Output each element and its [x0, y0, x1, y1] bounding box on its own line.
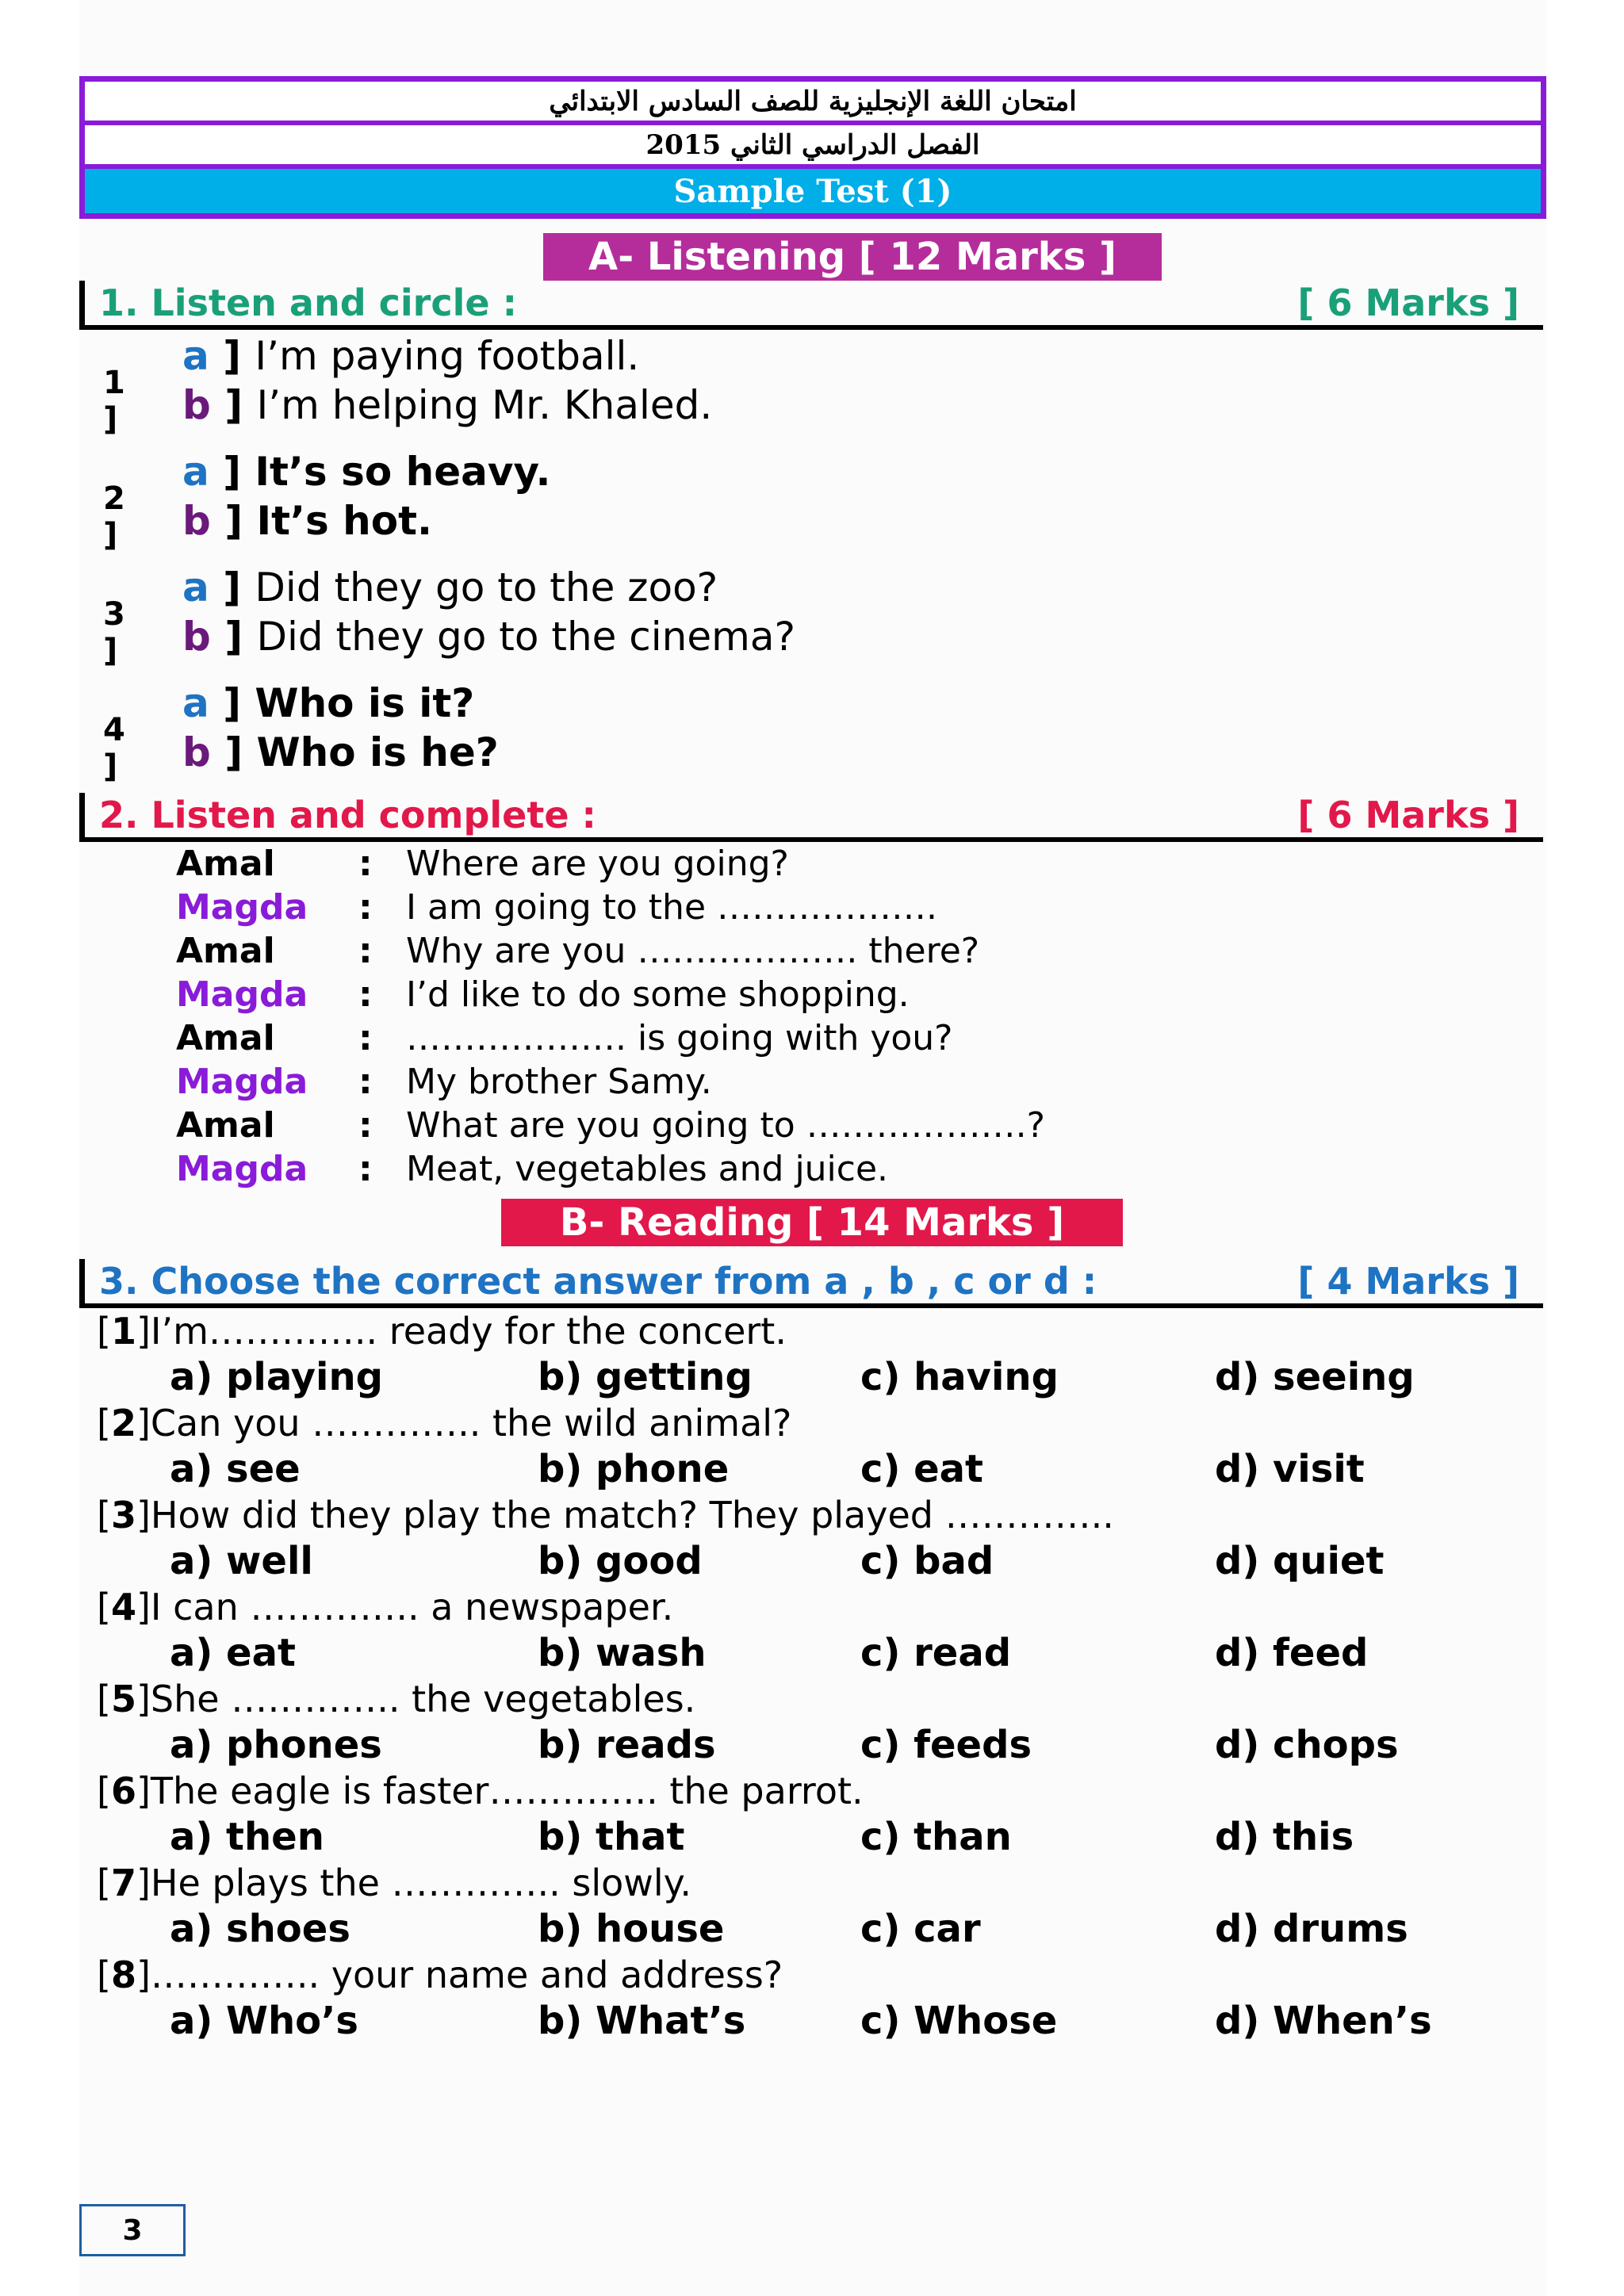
dialogue-text: I am going to the ………………. [406, 887, 937, 928]
option-letter: a [182, 449, 209, 495]
speaker-name: Magda [176, 974, 308, 1015]
answer-option[interactable]: c) car [860, 1907, 981, 1951]
colon: : [358, 931, 373, 971]
answer-options [97, 1814, 1354, 1860]
colon: : [358, 844, 373, 884]
option-letter: b [182, 382, 211, 428]
option-letter: b [182, 498, 211, 544]
question-stem [97, 1768, 1114, 1814]
bracket-open: [ [97, 1310, 111, 1353]
question-number: 7 [110, 1862, 136, 1904]
dialogue-text: Meat, vegetables and juice. [406, 1149, 889, 1189]
question-3-title: 3. Choose the correct answer from a , b , c or d : [99, 1260, 1097, 1303]
bracket-close: ] [136, 1862, 151, 1904]
option-letter: a [182, 564, 209, 610]
answer-option[interactable]: b) reads [538, 1723, 716, 1767]
answer-option[interactable]: c) feeds [860, 1723, 1032, 1767]
section-b-banner: B- Reading [ 14 Marks ] [501, 1199, 1123, 1246]
question-stem [97, 1952, 1114, 1998]
answer-options [97, 1722, 1399, 1768]
question-stem [97, 1860, 1114, 1906]
option-letter: b [182, 729, 211, 775]
dialogue [176, 842, 1045, 1191]
answer-option[interactable]: d) this [1215, 1815, 1354, 1859]
answer-option[interactable]: b) wash [538, 1631, 707, 1675]
question-text: I’m………….. ready for the concert. [150, 1310, 787, 1353]
question-2-title: 2. Listen and complete : [99, 794, 596, 836]
bracket-close: ] [136, 1678, 151, 1720]
question-text: He plays the ………….. slowly. [150, 1862, 691, 1904]
answer-option[interactable]: d) drums [1215, 1907, 1408, 1951]
option-letter: b [182, 614, 211, 660]
answer-options [97, 1998, 1432, 2044]
answer-option[interactable]: d) visit [1215, 1447, 1365, 1491]
bracket: ] [210, 382, 257, 428]
option-letter: a [182, 333, 209, 379]
question-1-marks: [ 6 Marks ] [1297, 281, 1519, 324]
dialogue-text: My brother Samy. [406, 1062, 712, 1102]
answer-option[interactable]: d) quiet [1215, 1539, 1385, 1583]
colon: : [358, 1149, 373, 1189]
option-b[interactable] [182, 498, 432, 544]
question-text: ………….. your name and address? [150, 1954, 783, 1996]
question-3-marks: [ 4 Marks ] [1297, 1260, 1519, 1303]
speaker-name: Amal [176, 1105, 275, 1146]
answer-option[interactable]: c) having [860, 1355, 1059, 1399]
question-stem [97, 1308, 1114, 1354]
answer-option[interactable]: a) phones [170, 1723, 382, 1767]
question-text: Can you ………….. the wild animal? [150, 1402, 792, 1445]
answer-option[interactable]: a) see [170, 1447, 301, 1491]
answer-option[interactable]: c) than [860, 1815, 1012, 1859]
answer-options [97, 1538, 1385, 1584]
question-1-title: 1. Listen and circle : [99, 281, 518, 324]
option-b[interactable] [182, 382, 712, 428]
answer-option[interactable]: a) Who’s [170, 1999, 358, 2043]
bracket-close: ] [136, 1770, 151, 1812]
option-a[interactable] [182, 449, 550, 495]
answer-option[interactable]: c) bad [860, 1539, 994, 1583]
bracket-open: [ [97, 1494, 111, 1536]
bracket-close: ] [136, 1586, 151, 1628]
speaker-name: Magda [176, 1062, 308, 1102]
bracket-open: [ [97, 1862, 111, 1904]
bracket-open: [ [97, 1954, 111, 1996]
dialogue-line [176, 1016, 1045, 1060]
answer-options [97, 1630, 1369, 1676]
answer-options [97, 1906, 1408, 1952]
dialogue-line [176, 929, 1045, 973]
bracket-close: ] [136, 1494, 151, 1536]
multiple-choice-list [97, 1308, 1432, 2044]
bracket-open: [ [97, 1402, 111, 1445]
answer-option[interactable]: d) seeing [1215, 1355, 1415, 1399]
dialogue-line [176, 1060, 1045, 1104]
speaker-name: Amal [176, 844, 275, 884]
answer-option[interactable]: a) shoes [170, 1907, 350, 1951]
answer-option[interactable]: b) house [538, 1907, 725, 1951]
question-stem [97, 1400, 1114, 1446]
speaker-name: Amal [176, 1018, 275, 1058]
bracket: ] [209, 564, 255, 610]
question-number: 1 [110, 1310, 136, 1353]
dialogue-text: ………………. is going with you? [406, 1018, 953, 1058]
bracket-open: [ [97, 1770, 111, 1812]
option-b[interactable] [182, 729, 499, 775]
bracket-close: ] [136, 1310, 151, 1353]
answer-options [97, 1354, 1415, 1400]
answer-option[interactable]: c) Whose [860, 1999, 1058, 2043]
option-text: I’m paying football. [255, 333, 640, 379]
item-number: 1 ] [103, 365, 125, 438]
option-a[interactable] [182, 333, 639, 379]
colon: : [358, 1062, 373, 1102]
answer-option[interactable]: a) eat [170, 1631, 296, 1675]
dialogue-line [176, 886, 1045, 929]
bracket: ] [209, 333, 255, 379]
speaker-name: Magda [176, 1149, 308, 1189]
option-text: Did they go to the cinema? [256, 614, 796, 660]
item-number: 2 ] [103, 480, 125, 553]
item-number: 4 ] [103, 712, 125, 785]
answer-option[interactable]: d) chops [1215, 1723, 1399, 1767]
question-text: She ………….. the vegetables. [150, 1678, 696, 1720]
answer-option[interactable]: a) then [170, 1815, 324, 1859]
answer-option[interactable]: b) phone [538, 1447, 730, 1491]
answer-option[interactable]: b) that [538, 1815, 685, 1859]
question-3-header [79, 1259, 1543, 1308]
dialogue-text: What are you going to ……………….? [406, 1105, 1045, 1146]
question-number: 8 [110, 1954, 136, 1996]
option-a[interactable] [182, 680, 474, 726]
bracket-close: ] [136, 1954, 151, 1996]
question-number: 6 [110, 1770, 136, 1812]
bracket-open: [ [97, 1678, 111, 1720]
sample-test-label: Sample Test (1) [85, 169, 1541, 213]
bracket-open: [ [97, 1586, 111, 1628]
bracket: ] [209, 680, 255, 726]
speaker-name: Magda [176, 887, 308, 928]
question-1-header [79, 281, 1543, 330]
exam-title-arabic: امتحان اللغة الإنجليزية للصف السادس الابتدائي [85, 82, 1541, 125]
dialogue-line [176, 973, 1045, 1016]
answer-option[interactable]: a) playing [170, 1355, 384, 1399]
dialogue-text: Where are you going? [406, 844, 789, 884]
question-text: The eagle is faster………….. the parrot. [150, 1770, 864, 1812]
colon: : [358, 1018, 373, 1058]
question-text: How did they play the match? They played ………….. [150, 1494, 1114, 1536]
option-text: Who is he? [256, 729, 499, 775]
question-number: 4 [110, 1586, 136, 1628]
option-text: Did they go to the zoo? [255, 564, 718, 610]
answer-option[interactable]: c) read [860, 1631, 1012, 1675]
answer-option[interactable]: c) eat [860, 1447, 983, 1491]
option-text: I’m helping Mr. Khaled. [256, 382, 713, 428]
page-number: 3 [79, 2204, 186, 2256]
option-text: It’s so heavy. [255, 449, 551, 495]
bracket: ] [210, 498, 257, 544]
option-text: Who is it? [255, 680, 475, 726]
dialogue-line [176, 1147, 1045, 1191]
answer-option[interactable]: b) good [538, 1539, 703, 1583]
bracket: ] [210, 614, 257, 660]
question-2-header [79, 793, 1543, 842]
question-stem [97, 1676, 1114, 1722]
dialogue-text: I’d like to do some shopping. [406, 974, 910, 1015]
question-2-marks: [ 6 Marks ] [1297, 794, 1519, 836]
dialogue-line [176, 842, 1045, 886]
item-number: 3 ] [103, 596, 125, 669]
question-stem [97, 1584, 1114, 1630]
answer-option[interactable]: d) When’s [1215, 1999, 1432, 2043]
answer-option[interactable]: b) getting [538, 1355, 753, 1399]
answer-options [97, 1446, 1365, 1492]
exam-header [79, 76, 1546, 219]
dialogue-line [176, 1104, 1045, 1147]
bracket: ] [210, 729, 257, 775]
colon: : [358, 974, 373, 1015]
question-number: 2 [110, 1402, 136, 1445]
exam-term-arabic: الفصل الدراسي الثاني 2015 [85, 125, 1541, 169]
bracket-close: ] [136, 1402, 151, 1445]
question-stem [97, 1492, 1114, 1538]
answer-option[interactable]: b) What’s [538, 1999, 746, 2043]
question-number: 5 [110, 1678, 136, 1720]
section-a-banner: A- Listening [ 12 Marks ] [543, 233, 1162, 281]
question-text: I can ………….. a newspaper. [150, 1586, 674, 1628]
option-text: It’s hot. [256, 498, 432, 544]
answer-option[interactable]: d) feed [1215, 1631, 1369, 1675]
option-a[interactable] [182, 564, 718, 610]
speaker-name: Amal [176, 931, 275, 971]
dialogue-text: Why are you ………………. there? [406, 931, 980, 971]
bracket: ] [209, 449, 255, 495]
answer-option[interactable]: a) well [170, 1539, 313, 1583]
option-letter: a [182, 680, 209, 726]
option-b[interactable] [182, 614, 795, 660]
question-number: 3 [110, 1494, 136, 1536]
colon: : [358, 1105, 373, 1146]
colon: : [358, 887, 373, 928]
